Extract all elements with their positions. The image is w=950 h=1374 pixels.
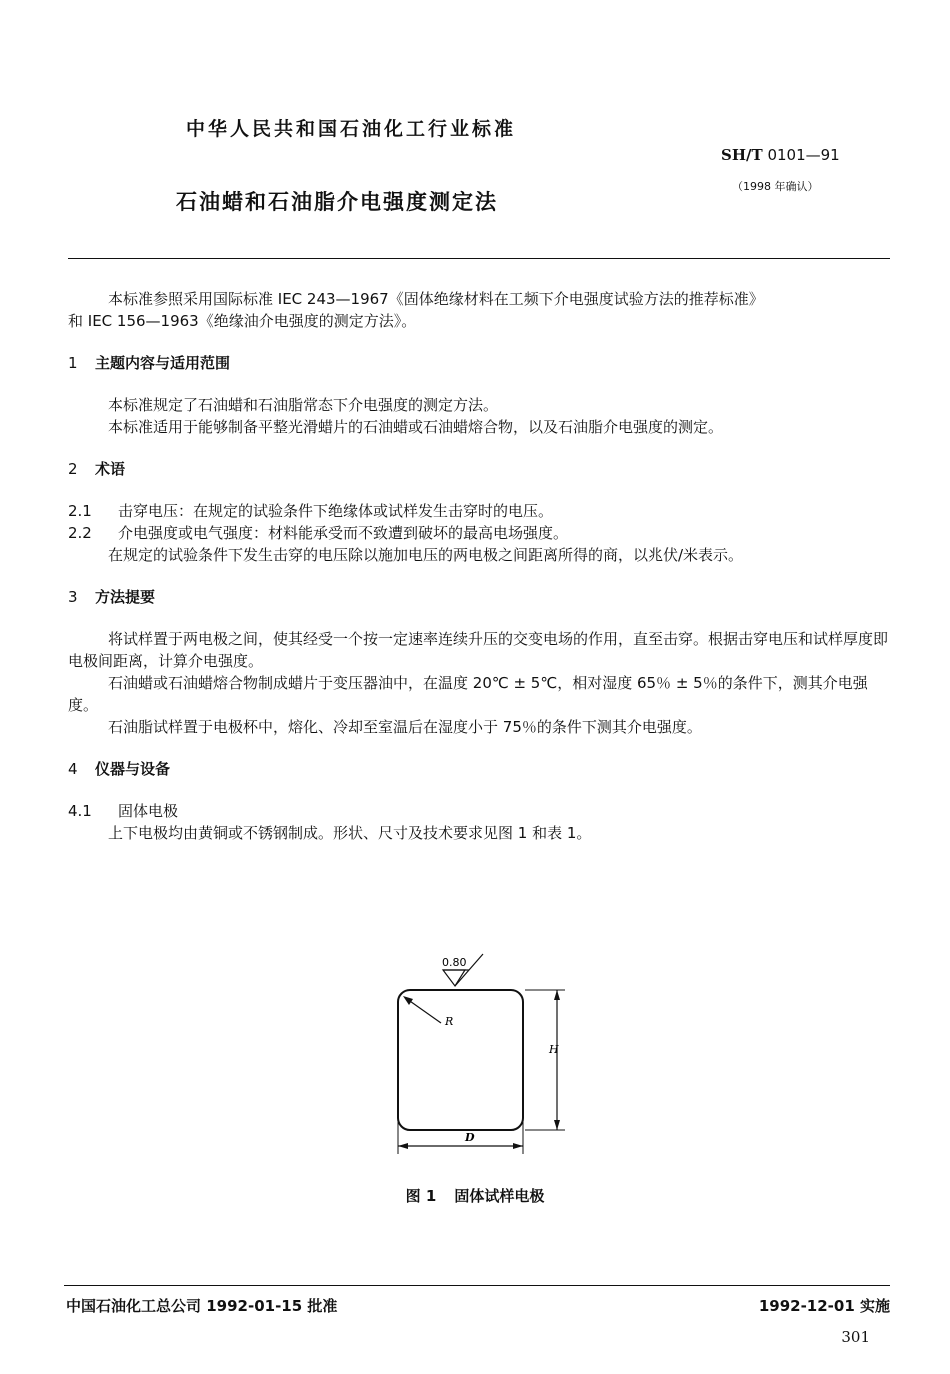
roughness-value: 0.80 — [442, 956, 467, 969]
section-1-title: 主题内容与适用范围 — [95, 354, 231, 372]
document-body — [68, 288, 890, 844]
height-arrow-bottom — [554, 1120, 560, 1130]
section-4-title: 仪器与设备 — [95, 760, 171, 778]
section-3-paragraph-1: 将试样置于两电极之间，使其经受一个按一定速率连续升压的交变电场的作用，直至击穿。根据击穿电压和试样厚度即电极间距离，计算介电强度。 — [68, 630, 889, 670]
diameter-arrow-left — [398, 1143, 408, 1149]
issuing-organization: 中华人民共和国石油化工行业标准 — [186, 118, 517, 140]
standard-prefix: SH/T — [721, 146, 763, 164]
section-3-number: 3 — [68, 588, 78, 606]
figure-caption — [0, 1185, 950, 1206]
page-number: 301 — [841, 1328, 870, 1346]
clause-4-1 — [68, 800, 890, 822]
section-2-heading — [68, 458, 890, 480]
section-1-heading — [68, 352, 890, 374]
figure-number: 图 1 — [405, 1187, 437, 1205]
footer-divider — [64, 1285, 890, 1286]
clause-2-2-number: 2.2 — [68, 524, 92, 542]
section-2-number: 2 — [68, 460, 78, 478]
section-4-paragraph: 上下电极均由黄铜或不锈钢制成。形状、尺寸及技术要求见图 1 和表 1。 — [108, 824, 592, 842]
section-3-paragraph-2: 石油蜡或石油蜡熔合物制成蜡片于变压器油中，在温度 20℃ ± 5℃，相对湿度 65％ ± 5％的条件下，测其介电强度。 — [68, 674, 868, 714]
intro-line-2: 和 IEC 156—1963《绝缘油介电强度的测定方法》。 — [68, 312, 417, 330]
height-arrow-top — [554, 990, 560, 1000]
section-4-heading — [68, 758, 890, 780]
header-divider — [68, 258, 890, 259]
electrode-figure — [385, 950, 585, 1160]
clause-2-1-text: 击穿电压：在规定的试验条件下绝缘体或试样发生击穿时的电压。 — [118, 502, 554, 520]
diameter-label: D — [465, 1131, 475, 1144]
radius-label: R — [445, 1015, 454, 1028]
section-4-number: 4 — [68, 760, 78, 778]
section-1-paragraph-1: 本标准规定了石油蜡和石油脂常态下介电强度的测定方法。 — [108, 396, 499, 414]
clause-4-1-number: 4.1 — [68, 802, 92, 820]
implementation-date: 1992-12-01 实施 — [758, 1297, 890, 1315]
section-3-paragraph-3: 石油脂试样置于电极杯中，熔化、冷却至室温后在湿度小于 75％的条件下测其介电强度。 — [108, 718, 702, 736]
confirmation-note: （1998 年确认） — [732, 180, 819, 193]
section-2-title: 术语 — [95, 460, 126, 478]
approval-line: 中国石油化工总公司 1992-01-15 批准 — [66, 1297, 338, 1315]
document-title: 石油蜡和石油脂介电强度测定法 — [176, 190, 498, 214]
electrode-outline — [398, 990, 523, 1130]
height-label: H — [549, 1043, 559, 1056]
clause-2-2 — [68, 522, 890, 544]
section-3-title: 方法提要 — [95, 588, 156, 606]
clause-2-1 — [68, 500, 890, 522]
clause-4-1-text: 固体电极 — [118, 802, 179, 820]
section-3-heading — [68, 586, 890, 608]
section-1-paragraph-2: 本标准适用于能够制备平整光滑蜡片的石油蜡或石油蜡熔合物，以及石油脂介电强度的测定。 — [108, 418, 724, 436]
radius-arrow — [403, 996, 413, 1005]
standard-code — [721, 146, 840, 164]
standard-number: 0101—91 — [767, 146, 840, 164]
figure-title: 固体试样电极 — [454, 1187, 545, 1205]
radius-leader — [407, 999, 441, 1023]
section-2-paragraph: 在规定的试验条件下发生击穿的电压除以施加电压的两电极之间距离所得的商，以兆伏/米表示。 — [108, 546, 744, 564]
clause-2-2-text: 介电强度或电气强度：材料能承受而不致遭到破坏的最高电场强度。 — [118, 524, 569, 542]
diameter-arrow-right — [513, 1143, 523, 1149]
section-1-number: 1 — [68, 354, 78, 372]
intro-line-1: 本标准参照采用国际标准 IEC 243—1967《固体绝缘材料在工频下介电强度试验方法的推荐标准》 — [108, 290, 764, 308]
clause-2-1-number: 2.1 — [68, 502, 92, 520]
